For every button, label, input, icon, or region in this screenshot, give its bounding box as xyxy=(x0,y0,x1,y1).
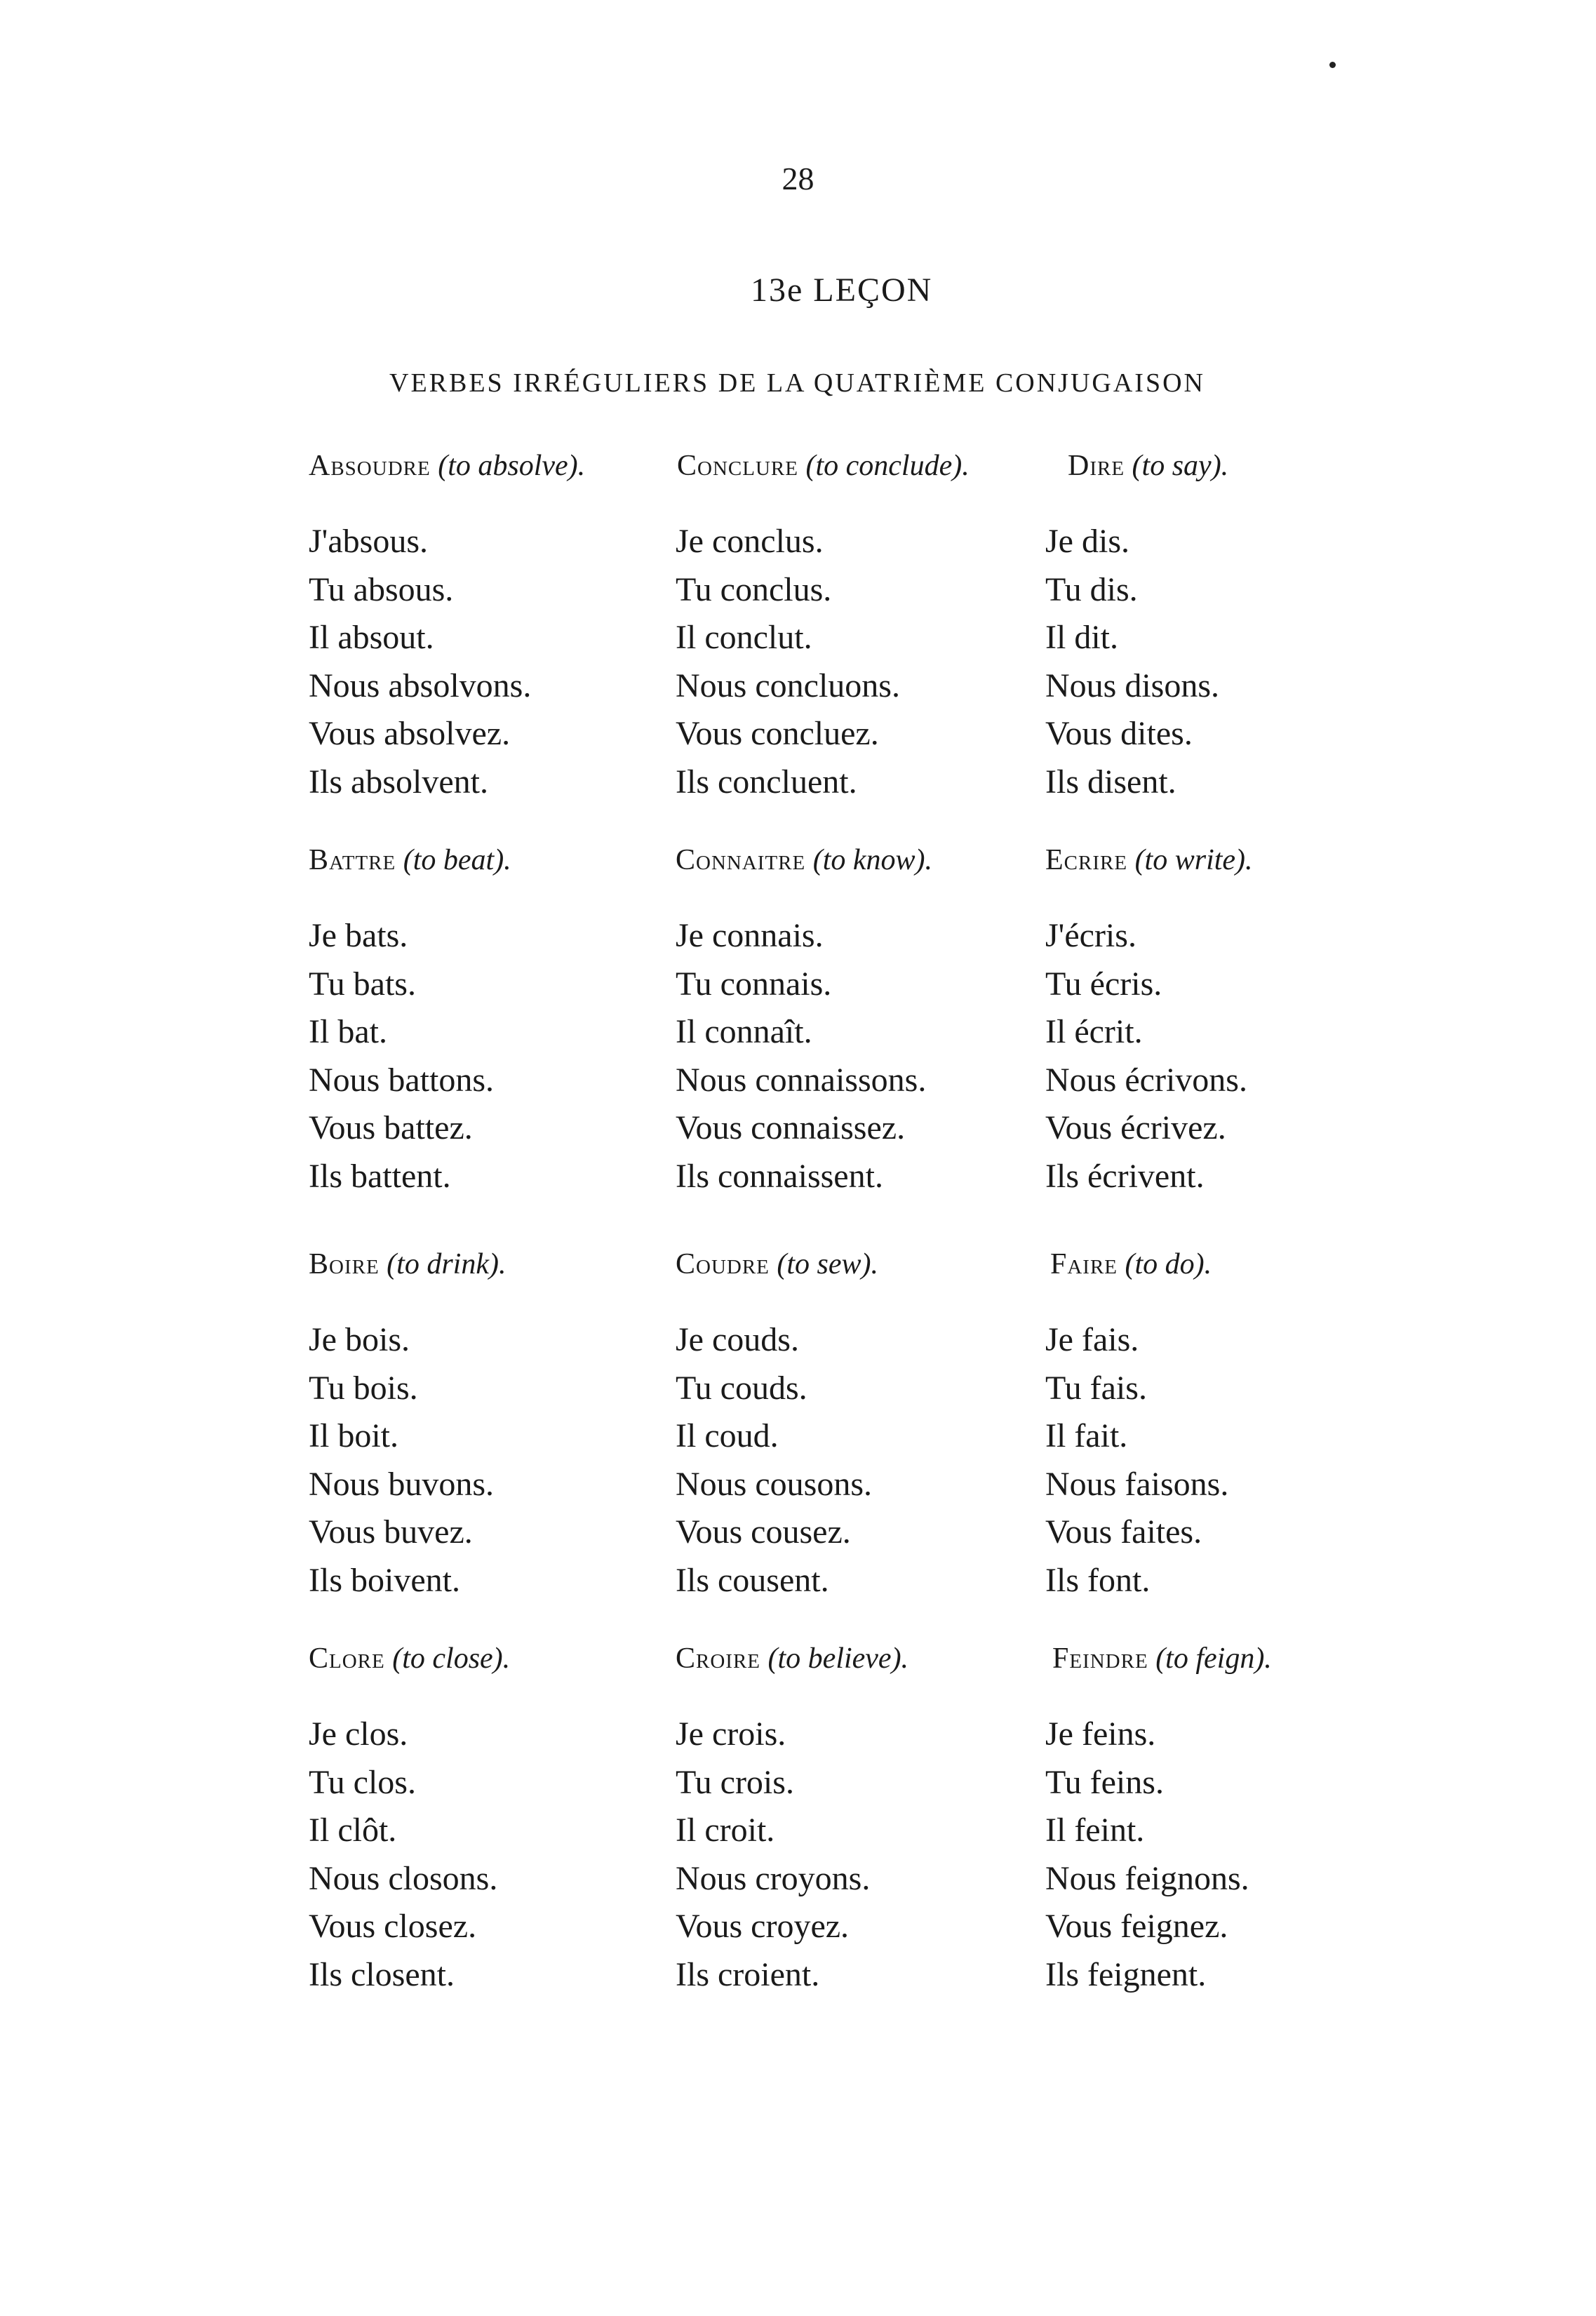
conjugation-form: Nous croyons. xyxy=(676,1859,871,1897)
conjugation-column-conclure xyxy=(676,518,900,806)
conjugation-form: Je conclus. xyxy=(676,523,824,560)
verb-heading-faire xyxy=(1050,1247,1212,1281)
verb-translation: (to believe). xyxy=(767,1642,909,1675)
conjugation-form: Tu couds. xyxy=(676,1369,807,1407)
conjugation-column-dire xyxy=(1045,518,1219,806)
conjugation-form: Vous connaissez. xyxy=(676,1109,906,1146)
conjugation-form: Ils feignent. xyxy=(1045,1955,1207,1993)
conjugation-column-battre xyxy=(309,912,494,1200)
conjugation-form: Il écrit. xyxy=(1045,1013,1143,1050)
verb-name: Battre xyxy=(309,844,396,876)
conjugation-form: Tu connais. xyxy=(676,965,832,1003)
conjugation-column-feindre xyxy=(1045,1711,1249,1999)
conjugation-form: Nous concluons. xyxy=(676,667,900,704)
verb-heading-ecrire xyxy=(1045,843,1253,877)
verb-name: Clore xyxy=(309,1642,385,1675)
verb-name: Faire xyxy=(1050,1248,1118,1280)
conjugation-column-connaitre xyxy=(676,912,926,1200)
verb-heading-boire xyxy=(309,1247,506,1281)
conjugation-form: Nous buvons. xyxy=(309,1465,495,1503)
verb-heading-conclure xyxy=(677,449,970,483)
conjugation-form: J'absous. xyxy=(309,523,428,560)
conjugation-form: Il clôt. xyxy=(309,1812,397,1849)
conjugation-form: Ils cousent. xyxy=(676,1561,829,1599)
verb-name: Connaitre xyxy=(676,844,806,876)
conjugation-form: Ils écrivent. xyxy=(1045,1157,1205,1195)
conjugation-column-absoudre xyxy=(309,518,531,806)
verb-translation: (to say). xyxy=(1132,450,1229,482)
verb-heading-croire xyxy=(676,1642,908,1675)
conjugation-form: Ils font. xyxy=(1045,1561,1151,1599)
verb-translation: (to close). xyxy=(392,1642,511,1675)
conjugation-form: Il boit. xyxy=(309,1417,398,1454)
verb-heading-connaitre xyxy=(676,843,932,877)
verb-translation: (to sew). xyxy=(777,1248,879,1280)
conjugation-form: Je crois. xyxy=(676,1715,786,1753)
verb-translation: (to drink). xyxy=(387,1248,507,1280)
conjugation-form: Tu conclus. xyxy=(676,570,832,608)
conjugation-form: Il fait. xyxy=(1045,1417,1128,1454)
conjugation-column-coudre xyxy=(676,1316,872,1605)
conjugation-form: Nous écrivons. xyxy=(1045,1061,1247,1099)
verb-translation: (to write). xyxy=(1134,844,1253,876)
verb-translation: (to beat). xyxy=(403,844,511,876)
conjugation-form: Nous disons. xyxy=(1045,667,1220,704)
conjugation-form: Je connais. xyxy=(676,917,824,954)
conjugation-form: Ils boivent. xyxy=(309,1561,460,1599)
conjugation-form: Ils croient. xyxy=(676,1955,820,1993)
conjugation-form: Vous buvez. xyxy=(309,1513,473,1551)
conjugation-form: Je bats. xyxy=(309,917,408,954)
conjugation-form: Tu absous. xyxy=(309,570,454,608)
conjugation-form: Nous closons. xyxy=(309,1859,498,1897)
conjugation-form: Il bat. xyxy=(309,1013,387,1050)
conjugation-form: Ils connaissent. xyxy=(676,1157,883,1195)
verb-name: Conclure xyxy=(677,450,798,482)
conjugation-form: Tu fais. xyxy=(1045,1369,1147,1407)
conjugation-column-clore xyxy=(309,1711,497,1999)
conjugation-form: Vous croyez. xyxy=(676,1908,850,1945)
conjugation-form: Je clos. xyxy=(309,1715,408,1753)
conjugation-form: Je fais. xyxy=(1045,1321,1139,1358)
verb-name: Ecrire xyxy=(1045,844,1128,876)
conjugation-form: Il croit. xyxy=(676,1812,775,1849)
page-number: 28 xyxy=(782,161,814,196)
conjugation-column-croire xyxy=(676,1711,870,1999)
conjugation-form: Vous absolvez. xyxy=(309,715,511,752)
conjugation-form: Tu dis. xyxy=(1045,570,1138,608)
verb-heading-row xyxy=(0,1642,1596,1684)
lesson-title: 13e LEÇON xyxy=(751,272,933,309)
conjugation-form: Je dis. xyxy=(1045,523,1129,560)
conjugation-form: Il connaît. xyxy=(676,1013,812,1050)
verb-heading-coudre xyxy=(676,1247,878,1281)
conjugation-form: Tu bats. xyxy=(309,965,416,1003)
conjugation-form: Je couds. xyxy=(676,1321,799,1358)
verb-heading-absoudre xyxy=(309,449,585,483)
verb-name: Boire xyxy=(309,1248,380,1280)
verb-name: Coudre xyxy=(676,1248,770,1280)
conjugation-form: Nous battons. xyxy=(309,1061,494,1099)
conjugation-form: Il feint. xyxy=(1045,1812,1145,1849)
conjugation-form: Ils disent. xyxy=(1045,763,1176,801)
verb-translation: (to absolve). xyxy=(438,450,586,482)
conjugation-form: Ils absolvent. xyxy=(309,763,488,801)
conjugation-form: Tu bois. xyxy=(309,1369,418,1407)
conjugation-form: Ils closent. xyxy=(309,1955,455,1993)
conjugation-form: Je bois. xyxy=(309,1321,410,1358)
conjugation-form: Vous écrivez. xyxy=(1045,1109,1226,1146)
conjugation-form: Tu feins. xyxy=(1045,1763,1164,1801)
verb-heading-dire xyxy=(1068,449,1228,483)
verb-heading-row xyxy=(0,449,1596,491)
verb-translation: (to conclude). xyxy=(805,450,970,482)
conjugation-form: Il coud. xyxy=(676,1417,779,1454)
conjugation-form: Tu clos. xyxy=(309,1763,416,1801)
verb-name: Dire xyxy=(1068,450,1125,482)
verb-heading-feindre xyxy=(1052,1642,1272,1675)
verb-translation: (to feign). xyxy=(1155,1642,1272,1675)
conjugation-form: Vous faites. xyxy=(1045,1513,1202,1551)
conjugation-form: Tu crois. xyxy=(676,1763,794,1801)
conjugation-form: Tu écris. xyxy=(1045,965,1162,1003)
conjugation-form: Nous absolvons. xyxy=(309,667,532,704)
verb-name: Croire xyxy=(676,1642,761,1675)
conjugation-form: Vous concluez. xyxy=(676,715,879,752)
verb-heading-clore xyxy=(309,1642,510,1675)
conjugation-form: Vous dites. xyxy=(1045,715,1193,752)
conjugation-form: Vous closez. xyxy=(309,1908,477,1945)
conjugation-form: Nous faisons. xyxy=(1045,1465,1229,1503)
conjugation-form: Il absout. xyxy=(309,619,434,656)
conjugation-form: Il conclut. xyxy=(676,619,812,656)
conjugation-form: J'écris. xyxy=(1045,917,1136,954)
verb-translation: (to know). xyxy=(812,844,933,876)
verb-heading-row xyxy=(0,843,1596,885)
conjugation-form: Ils concluent. xyxy=(676,763,857,801)
conjugation-column-ecrire xyxy=(1045,912,1247,1200)
conjugation-form: Nous feignons. xyxy=(1045,1859,1249,1897)
conjugation-form: Ils battent. xyxy=(309,1157,451,1195)
conjugation-column-faire xyxy=(1045,1316,1228,1605)
conjugation-form: Je feins. xyxy=(1045,1715,1156,1753)
conjugation-form: Il dit. xyxy=(1045,619,1118,656)
conjugation-form: Nous connaissons. xyxy=(676,1061,927,1099)
conjugation-form: Nous cousons. xyxy=(676,1465,873,1503)
verb-name: Feindre xyxy=(1052,1642,1148,1675)
conjugation-form: Vous cousez. xyxy=(676,1513,851,1551)
ink-speck xyxy=(1329,62,1336,68)
verb-translation: (to do). xyxy=(1125,1248,1212,1280)
conjugation-form: Vous feignez. xyxy=(1045,1908,1228,1945)
verb-heading-row xyxy=(0,1247,1596,1290)
conjugation-column-boire xyxy=(309,1316,494,1605)
verb-heading-battre xyxy=(309,843,511,877)
section-title: VERBES IRRÉGULIERS DE LA QUATRIÈME CONJUGAISON xyxy=(389,368,1205,398)
conjugation-form: Vous battez. xyxy=(309,1109,473,1146)
verb-name: Absoudre xyxy=(309,450,431,482)
